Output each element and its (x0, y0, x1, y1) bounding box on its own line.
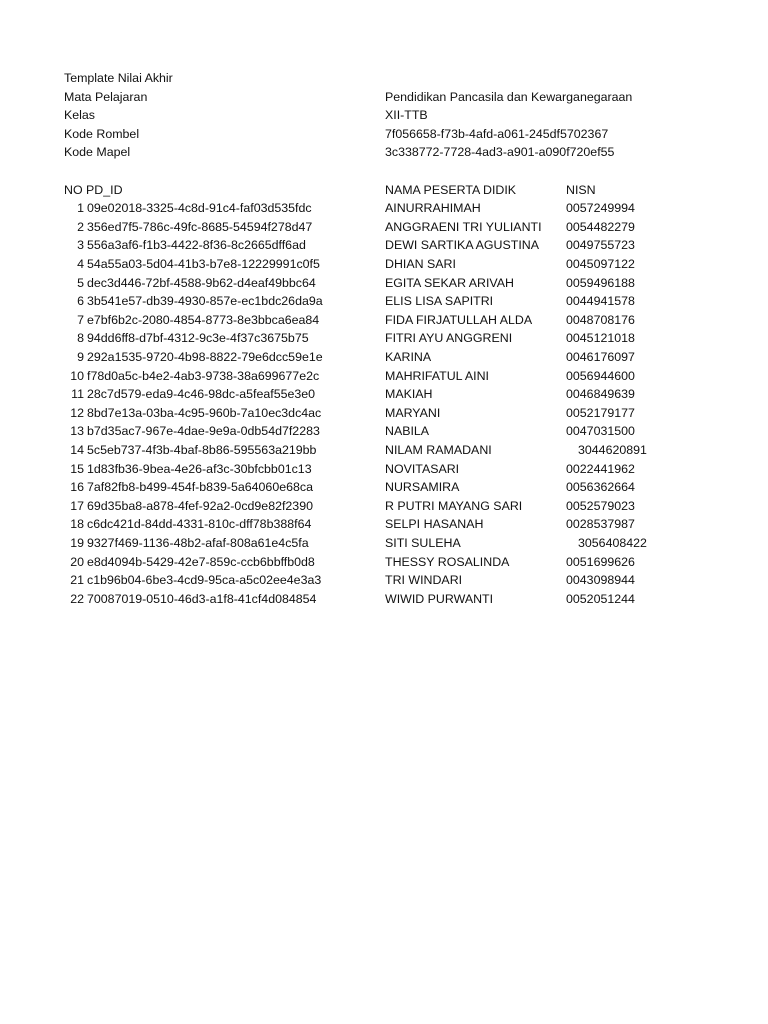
table-row (0, 497, 768, 516)
table-row (0, 348, 768, 367)
column-header-no-pdid: NO PD_ID (64, 182, 123, 197)
field-label-kode-rombel: Kode Rombel (64, 126, 140, 141)
row-pd-id: 94dd6ff8-d7bf-4312-9c3e-4f37c3675b75 (87, 331, 309, 346)
row-pd-id: 09e02018-3325-4c8d-91c4-faf03d535fdc (87, 201, 312, 216)
table-row (0, 478, 768, 497)
row-pd-id: 28c7d579-eda9-4c46-98dc-a5feaf55e3e0 (87, 387, 316, 402)
row-nisn: 0047031500 (566, 424, 635, 439)
row-number: 12 (70, 405, 84, 420)
row-student-name: MARYANI (385, 405, 441, 420)
row-number: 19 (70, 536, 84, 550)
row-pd-id: 356ed7f5-786c-49fc-8685-54594f278d47 (87, 219, 313, 234)
row-number: 2 (77, 219, 84, 234)
field-value-kode-mapel: 3c338772-7728-4ad3-a901-a090f720ef55 (385, 145, 615, 160)
row-pd-id: 9327f469-1136-48b2-afaf-808a61e4c5fa (87, 536, 309, 550)
table-row (0, 236, 768, 255)
row-nisn: 0043098944 (566, 573, 635, 588)
row-student-name: ELIS LISA SAPITRI (385, 294, 494, 309)
field-row-kelas (0, 106, 768, 125)
row-number: 5 (77, 275, 84, 290)
row-number: 18 (70, 517, 84, 532)
row-nisn: 0052579023 (566, 498, 635, 513)
row-pd-id: 556a3af6-f1b3-4422-8f36-8c2665dff6ad (87, 238, 306, 253)
row-student-name: WIWID PURWANTI (385, 591, 494, 606)
table-row (0, 534, 768, 553)
table-row (0, 255, 768, 274)
row-nisn: 0028537987 (566, 517, 635, 532)
row-number: 14 (70, 443, 84, 457)
field-value-kode-rombel: 7f056658-f73b-4afd-a061-245df5702367 (385, 126, 609, 141)
table-row (0, 460, 768, 479)
field-row-kode-mapel (0, 143, 768, 162)
row-number: 4 (77, 257, 84, 271)
row-student-name: ANGGRAENI TRI YULIANTI (385, 219, 542, 234)
row-number: 3 (77, 238, 84, 253)
table-header-row (0, 181, 768, 200)
table-row (0, 404, 768, 423)
row-pd-id: b7d35ac7-967e-4dae-9e9a-0db54d7f2283 (87, 424, 320, 439)
row-number: 10 (70, 368, 84, 383)
row-pd-id: e8d4094b-5429-42e7-859c-ccb6bbffb0d8 (87, 554, 315, 569)
row-pd-id: 70087019-0510-46d3-a1f8-41cf4d084854 (87, 591, 317, 606)
table-row (0, 329, 768, 348)
row-student-name: MAKIAH (385, 387, 433, 402)
table-row (0, 441, 768, 460)
row-number: 7 (77, 312, 84, 327)
row-pd-id: c1b96b04-6be3-4cd9-95ca-a5c02ee4e3a3 (87, 573, 322, 588)
row-nisn: 0051699626 (566, 554, 635, 569)
row-nisn: 0056944600 (566, 368, 635, 383)
row-student-name: MAHRIFATUL AINI (385, 368, 489, 383)
row-nisn: 0046849639 (566, 387, 635, 402)
row-pd-id: 7af82fb8-b499-454f-b839-5a64060e68ca (87, 480, 313, 495)
row-student-name: R PUTRI MAYANG SARI (385, 498, 523, 513)
row-pd-id: c6dc421d-84dd-4331-810c-dff78b388f64 (87, 517, 312, 532)
row-nisn: 0045097122 (566, 257, 635, 271)
row-pd-id: 69d35ba8-a878-4fef-92a2-0cd9e82f2390 (87, 498, 313, 513)
row-nisn: 3044620891 (578, 443, 647, 457)
row-student-name: TRI WINDARI (385, 573, 463, 588)
row-student-name: EGITA SEKAR ARIVAH (385, 275, 514, 290)
field-label-mata-pelajaran: Mata Pelajaran (64, 89, 148, 104)
row-number: 9 (77, 350, 84, 364)
field-row-mata-pelajaran (0, 88, 768, 107)
row-pd-id: 292a1535-9720-4b98-8822-79e6dcc59e1e (87, 350, 323, 364)
table-row (0, 590, 768, 609)
row-nisn: 0054482279 (566, 219, 635, 234)
table-row (0, 311, 768, 330)
row-nisn: 3056408422 (578, 536, 647, 550)
row-student-name: NOVITASARI (385, 461, 460, 476)
row-number: 8 (77, 331, 84, 346)
row-student-name: NILAM RAMADANI (385, 443, 492, 457)
table-row (0, 422, 768, 441)
row-pd-id: e7bf6b2c-2080-4854-8773-8e3bbca6ea84 (87, 312, 320, 327)
field-value-kelas: XII-TTB (385, 108, 428, 123)
row-pd-id: f78d0a5c-b4e2-4ab3-9738-38a699677e2c (87, 368, 320, 383)
table-row (0, 367, 768, 386)
row-student-name: NABILA (385, 424, 430, 439)
row-student-name: SITI SULEHA (385, 536, 461, 550)
row-student-name: SELPI HASANAH (385, 517, 484, 532)
row-number: 22 (70, 591, 84, 606)
row-nisn: 0056362664 (566, 480, 635, 495)
row-nisn: 0057249994 (566, 201, 635, 216)
row-number: 20 (70, 554, 84, 569)
table-row (0, 199, 768, 218)
row-student-name: AINURRAHIMAH (385, 201, 481, 216)
table-row (0, 218, 768, 237)
row-number: 17 (70, 498, 84, 513)
field-label-kode-mapel: Kode Mapel (64, 145, 131, 160)
row-pd-id: 8bd7e13a-03ba-4c95-960b-7a10ec3dc4ac (87, 405, 322, 420)
field-label-kelas: Kelas (64, 108, 95, 123)
row-student-name: FITRI AYU ANGGRENI (385, 331, 513, 346)
table-row (0, 274, 768, 293)
row-number: 1 (77, 201, 84, 216)
row-number: 15 (70, 461, 84, 476)
row-nisn: 0044941578 (566, 294, 635, 309)
row-number: 13 (70, 424, 84, 439)
template-title-row (0, 69, 768, 88)
row-pd-id: dec3d446-72bf-4588-9b62-d4eaf49bbc64 (87, 275, 316, 290)
table-row (0, 515, 768, 534)
field-value-mata-pelajaran: Pendidikan Pancasila dan Kewarganegaraan (385, 89, 633, 104)
row-student-name: DEWI SARTIKA AGUSTINA (385, 238, 539, 253)
row-number: 11 (71, 387, 84, 402)
row-student-name: THESSY ROSALINDA (385, 554, 510, 569)
table-row (0, 292, 768, 311)
column-header-nisn: NISN (566, 182, 596, 197)
row-student-name: FIDA FIRJATULLAH ALDA (385, 312, 533, 327)
row-number: 6 (77, 294, 84, 309)
row-nisn: 0046176097 (566, 350, 635, 364)
row-pd-id: 1d83fb36-9bea-4e26-af3c-30bfcbb01c13 (87, 461, 312, 476)
row-nisn: 0049755723 (566, 238, 635, 253)
row-nisn: 0048708176 (566, 312, 635, 327)
row-nisn: 0052051244 (566, 591, 635, 606)
table-row (0, 385, 768, 404)
row-student-name: NURSAMIRA (385, 480, 460, 495)
row-student-name: KARINA (385, 350, 432, 364)
template-title: Template Nilai Akhir (64, 71, 173, 85)
row-pd-id: 3b541e57-db39-4930-857e-ec1bdc26da9a (87, 294, 323, 309)
table-row (0, 571, 768, 590)
column-header-name: NAMA PESERTA DIDIK (385, 182, 517, 197)
row-nisn: 0022441962 (566, 461, 635, 476)
table-row (0, 553, 768, 572)
row-nisn: 0045121018 (566, 331, 635, 346)
field-row-kode-rombel (0, 125, 768, 144)
row-nisn: 0052179177 (566, 405, 635, 420)
row-pd-id: 54a55a03-5d04-41b3-b7e8-12229991c0f5 (87, 257, 320, 271)
row-student-name: DHIAN SARI (385, 257, 456, 271)
row-number: 21 (70, 573, 84, 588)
row-pd-id: 5c5eb737-4f3b-4baf-8b86-595563a219bb (87, 443, 317, 457)
row-nisn: 0059496188 (566, 275, 635, 290)
row-number: 16 (70, 480, 84, 495)
